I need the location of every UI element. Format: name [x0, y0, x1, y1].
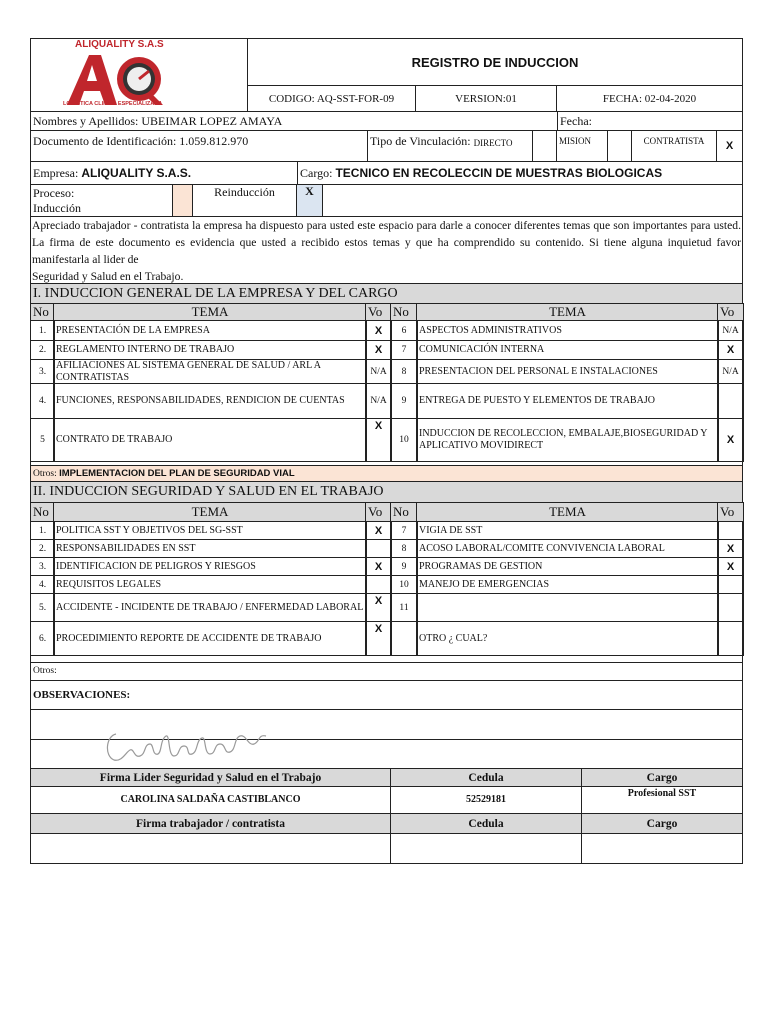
- table-row-vo-check-text: X: [726, 560, 735, 573]
- table-row-no: [30, 539, 55, 558]
- lider-name-cell: [30, 786, 391, 814]
- blank-vinc-cell: [532, 130, 557, 162]
- tema-header-left: [53, 303, 367, 321]
- table-row-tema-text: ENTREGA DE PUESTO Y ELEMENTOS DE TRABAJO: [419, 395, 655, 406]
- table-row-vo-check[interactable]: [717, 539, 744, 558]
- table-row-no: [390, 418, 418, 462]
- trabajador-cargo-cell[interactable]: [581, 833, 743, 864]
- table-row-tema-text: OTRO ¿ CUAL?: [419, 632, 488, 644]
- table-row-vo-check-text: N/A: [370, 366, 387, 377]
- vinculacion-value[interactable]: DIRECTO: [473, 138, 513, 148]
- table-row-no: [390, 575, 418, 594]
- table-row-vo-check-text: X: [726, 344, 735, 356]
- table-row-no-text: 2.: [38, 543, 47, 554]
- table-row-vo-check[interactable]: [365, 320, 392, 341]
- table-row-no-text: 9: [401, 561, 407, 572]
- table-row-vo-check[interactable]: [365, 340, 392, 360]
- table-row-tema-text: REGLAMENTO INTERNO DE TRABAJO: [56, 344, 235, 355]
- table-row-vo-check-text: X: [374, 595, 383, 607]
- lider-name: CAROLINA SALDAÑA CASTIBLANCO: [120, 794, 301, 805]
- table-row-no: [390, 359, 418, 384]
- empresa-value[interactable]: ALIQUALITY S.A.S.: [81, 166, 192, 180]
- nombres-label: Nombres y Apellidos:: [33, 114, 139, 128]
- table-row-tema: [416, 539, 719, 558]
- table-row-vo-check[interactable]: [717, 383, 744, 419]
- table-row-vo-check[interactable]: [365, 539, 392, 558]
- table-row-no: [30, 621, 55, 656]
- handwritten-signature: [100, 726, 290, 766]
- table-row-vo-check-text: X: [374, 524, 383, 537]
- fecha-label: Fecha:: [560, 114, 592, 128]
- empresa-label: Empresa:: [33, 166, 79, 180]
- section2-otros: [30, 662, 743, 681]
- vo-header-left: [365, 303, 392, 321]
- table-row-no-text: 4.: [38, 579, 47, 590]
- table-row-no-text: 7: [401, 525, 407, 536]
- table-row-tema-text: MANEJO DE EMERGENCIAS: [419, 578, 549, 590]
- table-row-tema: [416, 359, 719, 384]
- table-row-no: [30, 575, 55, 594]
- version-cell: [415, 85, 557, 112]
- mision-cell: [556, 130, 608, 162]
- table-row-vo-check-text: X: [726, 434, 735, 446]
- table-row-vo-check-text: X: [374, 623, 383, 635]
- tema-header-right-text: TEMA: [549, 504, 586, 519]
- tema-header-right: [416, 502, 719, 522]
- vo-header-right-text: Vo: [720, 504, 735, 519]
- table-row-tema: [416, 575, 719, 594]
- fecha-header-text: FECHA: 02-04-2020: [602, 92, 697, 105]
- contratista-label: CONTRATISTA: [643, 136, 705, 146]
- table-row-no: [30, 383, 55, 419]
- reinduccion-mark: X: [305, 184, 314, 198]
- observaciones-label: OBSERVACIONES:: [33, 689, 131, 701]
- table-row-vo-check[interactable]: [717, 320, 744, 341]
- title-cell: [247, 38, 743, 86]
- table-row-no-text: 11: [399, 602, 409, 613]
- logo-cell: [30, 38, 248, 112]
- table-row-tema-text: AFILIACIONES AL SISTEMA GENERAL DE SALUD / ARL A CONTRATISTAS: [56, 359, 321, 383]
- reinduccion-label: Reinducción: [214, 185, 275, 199]
- fecha-cell: [556, 85, 743, 112]
- proceso-blank: [322, 184, 743, 217]
- table-row-vo-check[interactable]: [717, 621, 744, 656]
- table-row-no-text: 1.: [38, 525, 47, 536]
- table-row-tema: [416, 521, 719, 540]
- table-row-no-text: 3.: [38, 366, 47, 377]
- table-row-vo-check-text: N/A: [370, 396, 387, 406]
- table-row-tema: [53, 340, 367, 360]
- logo-tagline: LOGISTICA CLINICA ESPECIALIZADA: [63, 101, 163, 107]
- table-row-tema-text: INDUCCION DE RECOLECCION, EMBALAJE,BIOSEGURIDAD Y APLICATIVO MOVIDIRECT: [419, 428, 708, 451]
- table-row-no-text: 8: [401, 366, 407, 377]
- cedula-label-1: Cedula: [468, 771, 504, 784]
- table-row-no-text: 2.: [38, 345, 47, 355]
- tema-header-right: [416, 303, 719, 321]
- table-row-vo-check[interactable]: [365, 418, 392, 462]
- table-row-vo-check[interactable]: [717, 521, 744, 540]
- table-row-no: [390, 521, 418, 540]
- table-row-no: [30, 557, 55, 576]
- table-row-vo-check[interactable]: [365, 575, 392, 594]
- mision-label: MISION: [559, 136, 592, 146]
- intro-text: Apreciado trabajador - contratista la empresa ha dispuesto para usted este espacio para darle a conocer diferentes temas que son importantes para usted. La firma de este documento es evidencia que usted a recibido estos temas y que ha comprendido su contenido. Si tiene alguna inquietud favor manifestarla al lider de: [32, 219, 741, 266]
- table-row-no-text: 6.: [38, 633, 47, 644]
- cargo-label: Cargo:: [300, 166, 333, 180]
- table-row-no-text: 3.: [38, 561, 47, 572]
- table-row-vo-check[interactable]: [365, 621, 392, 656]
- table-row-no: [30, 320, 55, 341]
- section1-otros: [30, 465, 743, 482]
- table-row-no-text: 10: [399, 435, 409, 445]
- firma-lider-header: [30, 768, 391, 787]
- table-row-no-text: 4.: [38, 396, 47, 406]
- table-row-vo-check[interactable]: [717, 557, 744, 576]
- table-row-no: [30, 340, 55, 360]
- tema-header-left: [53, 502, 367, 522]
- table-row-tema: [53, 320, 367, 341]
- table-row-tema-text: ACOSO LABORAL/COMITE CONVIVENCIA LABORAL: [419, 542, 665, 554]
- table-row-tema: [416, 593, 719, 622]
- table-row-vo-check-text: X: [374, 420, 383, 432]
- trabajador-cedula-cell[interactable]: [390, 833, 582, 864]
- table-row-tema-text: ASPECTOS ADMINISTRATIVOS: [419, 324, 562, 336]
- table-row-tema: [416, 557, 719, 576]
- table-row-vo-check[interactable]: [365, 521, 392, 540]
- vo-header-left-text: Vo: [368, 304, 383, 319]
- vo-header-left: [365, 502, 392, 522]
- intro-text-end: Seguridad y Salud en el Trabajo.: [32, 270, 184, 283]
- table-row-no-text: 6: [401, 325, 407, 336]
- logo-company-name: ALIQUALITY S.A.S: [75, 39, 164, 50]
- table-row-tema: [53, 359, 367, 384]
- proceso-cell: [30, 184, 173, 217]
- table-row-no: [30, 359, 55, 384]
- page-title: REGISTRO DE INDUCCION: [411, 54, 579, 70]
- section1-title: [30, 283, 743, 304]
- section1-otros-label: Otros:: [33, 468, 57, 479]
- table-row-vo-check[interactable]: [365, 383, 392, 419]
- table-row-vo-check-text: X: [726, 542, 735, 555]
- table-row-vo-check-text: X: [374, 324, 383, 337]
- table-row-no: [390, 557, 418, 576]
- tema-header-left-text: TEMA: [191, 504, 229, 519]
- table-row-no: [30, 521, 55, 540]
- table-row-vo-check-text: X: [374, 560, 383, 573]
- table-row-vo-check-text: N/A: [722, 366, 739, 377]
- firma-lider-label: Firma Lider Seguridad y Salud en el Trabajo: [99, 771, 322, 784]
- intro-paragraph: [30, 216, 743, 284]
- trabajador-firma-cell[interactable]: [30, 833, 391, 864]
- table-row-no: [30, 418, 55, 462]
- section2-title: [30, 481, 743, 503]
- cargo-header-2: [581, 813, 743, 834]
- table-row-no: [390, 383, 418, 419]
- vo-header-right: [717, 502, 744, 522]
- table-row-vo-check-text: X: [374, 344, 383, 356]
- lider-cargo: Profesional SST: [627, 788, 697, 799]
- table-row-tema-text: VIGIA DE SST: [419, 524, 483, 536]
- table-row-tema: [53, 418, 367, 462]
- table-row-vo-check[interactable]: [365, 359, 392, 384]
- table-row-tema: [53, 557, 367, 576]
- induccion-label: Inducción: [33, 201, 81, 215]
- no-header-right-text: No: [393, 504, 409, 519]
- table-row-no: [390, 320, 418, 341]
- codigo-text: CODIGO: AQ-SST-FOR-09: [268, 92, 395, 105]
- cedula-header-2: [390, 813, 582, 834]
- table-row-no-text: 5.: [38, 602, 47, 613]
- table-row-tema-text: PROCEDIMIENTO REPORTE DE ACCIDENTE DE TRABAJO: [56, 632, 322, 644]
- table-row-tema: [53, 621, 367, 656]
- table-row-tema: [53, 539, 367, 558]
- version-text: VERSION:01: [455, 92, 517, 105]
- table-row-no: [390, 539, 418, 558]
- firma-trabajador-header: [30, 813, 391, 834]
- table-row-tema: [53, 593, 367, 622]
- induccion-check[interactable]: [172, 184, 193, 217]
- reinduccion-check[interactable]: [296, 184, 323, 217]
- section1-title-text: I. INDUCCION GENERAL DE LA EMPRESA Y DEL CARGO: [33, 285, 398, 301]
- no-header-left: [30, 502, 55, 522]
- section1-otros-value[interactable]: IMPLEMENTACION DEL PLAN DE SEGURIDAD VIAL: [59, 467, 295, 479]
- cargo-label-1: Cargo: [646, 771, 678, 784]
- table-row-tema: [53, 521, 367, 540]
- contratista-check[interactable]: [716, 130, 743, 162]
- tema-header-left-text: TEMA: [191, 304, 229, 319]
- table-row-tema-text: POLITICA SST Y OBJETIVOS DEL SG-SST: [56, 524, 243, 536]
- no-header-left: [30, 303, 55, 321]
- lider-cedula-cell: [390, 786, 582, 814]
- cargo-label-2: Cargo: [646, 817, 678, 830]
- cargo-value[interactable]: TECNICO EN RECOLECCIN DE MUESTRAS BIOLOGICAS: [335, 166, 663, 180]
- firma-trabajador-label: Firma trabajador / contratista: [136, 817, 285, 830]
- table-row-no-text: 9: [401, 396, 407, 406]
- table-row-tema-text: RESPONSABILIDADES EN SST: [56, 542, 196, 554]
- company-logo: [59, 49, 179, 109]
- empresa-cell: [30, 161, 298, 185]
- vo-header-left-text: Vo: [368, 504, 383, 519]
- lider-cedula: 52529181: [466, 794, 506, 805]
- mision-check[interactable]: [607, 130, 632, 162]
- vo-header-right: [717, 303, 744, 321]
- table-row-tema-text: PRESENTACION DEL PERSONAL E INSTALACIONES: [419, 365, 658, 377]
- table-row-tema: [416, 340, 719, 360]
- lider-cargo-cell: [581, 786, 743, 814]
- table-row-vo-check[interactable]: [717, 359, 744, 384]
- table-row-tema: [53, 575, 367, 594]
- table-row-vo-check-text: N/A: [722, 325, 739, 336]
- table-row-vo-check[interactable]: [365, 593, 392, 622]
- table-row-tema-text: FUNCIONES, RESPONSABILIDADES, RENDICION DE CUENTAS: [56, 395, 345, 406]
- table-row-no-text: 1.: [38, 325, 47, 336]
- cedula-label-2: Cedula: [468, 817, 504, 830]
- cedula-header-1: [390, 768, 582, 787]
- table-row-tema-text: IDENTIFICACION DE PELIGROS Y RIESGOS: [56, 560, 256, 572]
- proceso-label: Proceso:: [33, 186, 75, 200]
- cargo-header-1: [581, 768, 743, 787]
- section2-otros-label: Otros:: [33, 666, 57, 676]
- table-row-tema-text: REQUISITOS LEGALES: [56, 578, 162, 590]
- vo-header-right-text: Vo: [720, 304, 735, 319]
- documento-label: Documento de Identificación:: [33, 134, 177, 148]
- table-row-vo-check[interactable]: [717, 593, 744, 622]
- no-header-left-text: No: [33, 304, 49, 319]
- contratista-cell: [631, 130, 717, 162]
- table-row-no: [390, 621, 418, 656]
- no-header-right: [390, 502, 418, 522]
- table-row-tema: [416, 418, 719, 462]
- contratista-mark: X: [725, 140, 734, 152]
- no-header-right: [390, 303, 418, 321]
- table-row-vo-check[interactable]: [717, 418, 744, 462]
- table-row-vo-check[interactable]: [365, 557, 392, 576]
- documento-cell: [30, 130, 368, 162]
- table-row-no-text: 7: [401, 345, 407, 355]
- observaciones-label-cell: [30, 680, 743, 710]
- table-row-tema-text: ACCIDENTE - INCIDENTE DE TRABAJO / ENFERMEDAD LABORAL: [56, 601, 364, 613]
- table-row-tema: [416, 320, 719, 341]
- documento-value[interactable]: 1.059.812.970: [179, 134, 249, 148]
- table-row-tema-text: PRESENTACIÓN DE LA EMPRESA: [56, 324, 210, 336]
- table-row-no: [30, 593, 55, 622]
- reinduccion-cell: [192, 184, 297, 217]
- table-row-no-text: 8: [401, 543, 407, 554]
- section2-title-text: II. INDUCCION SEGURIDAD Y SALUD EN EL TRABAJO: [33, 484, 384, 499]
- table-row-no: [390, 340, 418, 360]
- table-row-vo-check[interactable]: [717, 340, 744, 360]
- cargo-cell: [297, 161, 743, 185]
- nombres-cell: [30, 111, 558, 131]
- table-row-tema: [416, 621, 719, 656]
- vinculacion-cell: [367, 130, 533, 162]
- nombres-value[interactable]: UBEIMAR LOPEZ AMAYA: [141, 114, 283, 128]
- table-row-tema-text: CONTRATO DE TRABAJO: [56, 434, 173, 445]
- codigo-cell: [247, 85, 416, 112]
- table-row-tema: [416, 383, 719, 419]
- table-row-tema-text: PROGRAMAS DE GESTION: [419, 560, 543, 572]
- table-row-tema: [53, 383, 367, 419]
- vinculacion-label: Tipo de Vinculación:: [370, 134, 471, 148]
- table-row-tema-text: COMUNICACIÓN INTERNA: [419, 344, 545, 355]
- table-row-vo-check[interactable]: [717, 575, 744, 594]
- fecha-info-cell: [557, 111, 743, 131]
- table-row-no-text: 10: [399, 579, 409, 590]
- no-header-left-text: No: [33, 504, 49, 519]
- tema-header-right-text: TEMA: [549, 304, 586, 319]
- table-row-no: [390, 593, 418, 622]
- no-header-right-text: No: [393, 304, 409, 319]
- table-row-no-text: 5: [40, 435, 45, 445]
